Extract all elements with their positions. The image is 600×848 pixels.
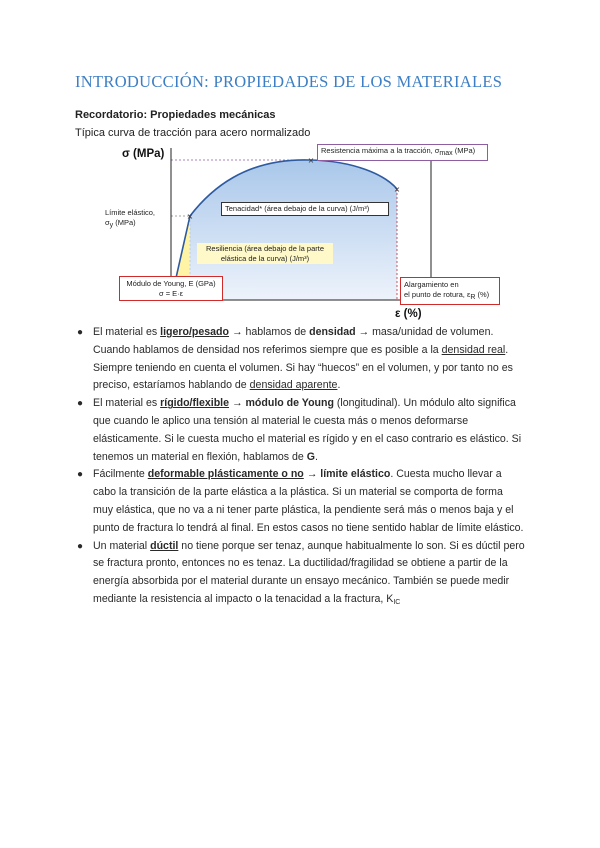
bullet-dot-icon: ● [77, 469, 84, 481]
section-subtitle: Recordatorio: Propiedades mecánicas [75, 109, 276, 121]
bullet-youngs-modulus: ● El material es rígido/flexible → módulo de Young (longitudinal). Un módulo alto significa que cuando le aplico una tensión al material le cuesta más o menos deformarse elásticamente. Si le cuesta mucho el material es rígido y en el caso contrario es elástico. Si tenemos un material en flexión, hablamos de G. [77, 397, 522, 463]
max-point-marker: × [307, 156, 315, 165]
youngs-modulus-label: Módulo de Young, E (GPa) σ = E·ε [119, 276, 223, 301]
yield-strength-label: Límite elástico, σy (MPa) [105, 208, 156, 229]
bullet-dot-icon: ● [77, 327, 84, 338]
x-axis-label: ε (%) [395, 308, 422, 320]
yield-point-marker: × [186, 212, 194, 221]
stress-strain-chart [95, 140, 515, 325]
toughness-label: Tenacidad* (área debajo de la curva) (J/m³) [221, 202, 389, 216]
page-title: INTRODUCCIÓN: PROPIEDADES DE LOS MATERIALES [75, 72, 503, 91]
fracture-point-marker: × [393, 185, 401, 194]
bullet-density: ● El material es ligero/pesado → hablamos de densidad → masa/unidad de volumen. Cuando hablamos de densidad nos referimos siempre que es posible a la densidad real. Siempre teniendo en cuenta el volumen. Si hay “huecos” en el volumen, y por tanto no es preciso, estaríamos hablando de densidad aparente. [77, 326, 513, 392]
bullet-dot-icon: ● [77, 540, 84, 552]
y-axis-label: σ (MPa) [122, 148, 165, 160]
figure-caption: Típica curva de tracción para acero normalizado [75, 127, 311, 139]
bullet-dot-icon: ● [77, 398, 84, 410]
bullet-ductility: ● Un material dúctil no tiene porque ser tenaz, aunque habitualmente lo son. Si es dúctil pero se fractura pronto, entonces no es tenaz. La ductilidad/fragilidad se obtiene a partir de la energía absorbida por el material durante un ensayo mecánico. También se puede medir mediante la resistencia al impacto o la tenacidad a la fractura, $K_{IC}$ [77, 539, 525, 606]
elongation-at-break-label: Alargamiento en el punto de rotura, εR (%) [400, 277, 500, 305]
bullet-list [75, 324, 525, 612]
bullet-yield-strength: ● Fácilmente deformable plásticamente o no → límite elástico. Cuesta mucho llevar a cabo la transición de la parte elástica a la plástica. Si un material se comporta de forma muy elástica, que no va a ni tener parte plástica, la pendiente será más o menos baja y el punto de fractura lo tendrá al final. En estos casos no tiene sentido hablar de límite elástico. [77, 468, 524, 534]
resilience-label: Resiliencia (área debajo de la parte elástica de la curva) (J/m³) [197, 243, 333, 264]
max-tensile-strength-label: Resistencia máxima a la tracción, σmax (MPa) [317, 144, 488, 161]
